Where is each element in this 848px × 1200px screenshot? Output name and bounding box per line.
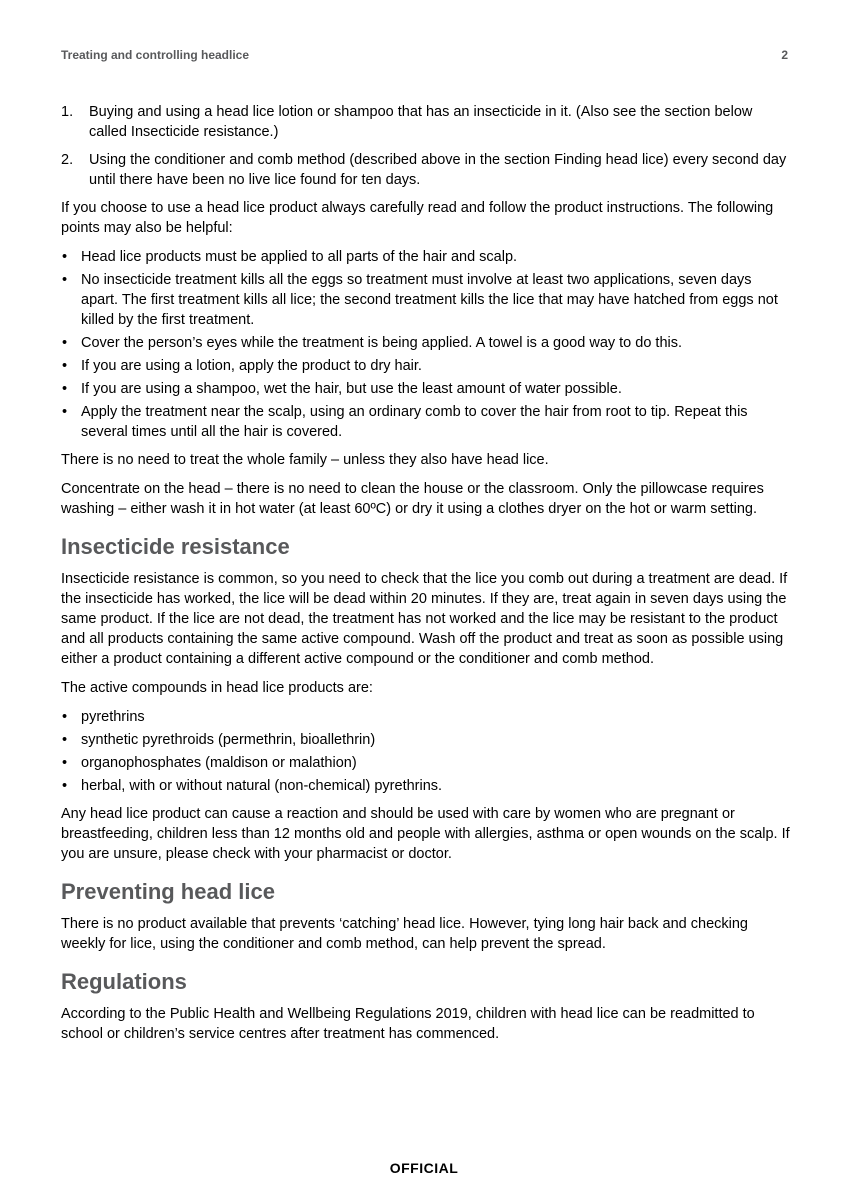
list-item <box>61 776 791 796</box>
insecticide-resistance-heading: Insecticide resistance <box>61 534 290 559</box>
list-item-text: synthetic pyrethroids (permethrin, bioallethrin) <box>81 732 376 748</box>
list-item <box>61 270 791 330</box>
list-item-text: Using the conditioner and comb method (described above in the section Finding head lice) every second day until there have been no live lice found for ten days. <box>89 152 787 188</box>
preventing-paragraph: There is no product available that prevents ‘catching’ head lice. However, tying long hair back and checking weekly for lice, using the conditioner and comb method, can help prevent the spread. <box>61 916 749 952</box>
list-item-text: Buying and using a head lice lotion or shampoo that has an insecticide in it. (Also see the section below called Insecticide resistance.) <box>89 104 753 140</box>
bullet-icon: • <box>62 249 68 265</box>
list-item <box>61 402 791 442</box>
list-item <box>61 707 791 727</box>
bullet-icon: • <box>62 335 68 351</box>
list-item <box>61 753 791 773</box>
list-item-text: pyrethrins <box>81 709 145 725</box>
list-item <box>61 102 791 142</box>
tips-list <box>61 247 791 442</box>
list-item-text: No insecticide treatment kills all the eggs so treatment must involve at least two applications, seven days apart. The first treatment kills all lice; the second treatment kills the lice that may have hatched from eggs not killed by the first treatment. <box>81 272 778 328</box>
family-paragraph: There is no need to treat the whole family – unless they also have head lice. <box>61 452 549 468</box>
bullet-icon: • <box>62 358 68 374</box>
intro-paragraph: If you choose to use a head lice product always carefully read and follow the product instructions. The following points may also be helpful: <box>61 200 774 236</box>
list-item <box>61 333 791 353</box>
caution-paragraph: Any head lice product can cause a reaction and should be used with care by women who are pregnant or breastfeeding, children less than 12 months old and people with allergies, asthma or open wounds on the scalp. If you are unsure, please check with your pharmacist or doctor. <box>61 806 790 862</box>
insecticide-resistance-paragraph: Insecticide resistance is common, so you need to check that the lice you comb out during a treatment are dead. If the insecticide has worked, the lice will be dead within 20 minutes. If they are, treat again in seven days using the same product. If the lice are not dead, the treatment has not worked and the lice may be resistant to the product and all products containing the same active compound. Wash off the product and treat as soon as possible using either a product containing a different active compound or the conditioner and comb method. <box>61 571 788 667</box>
list-item <box>61 730 791 750</box>
preventing-head-lice-heading: Preventing head lice <box>61 879 275 904</box>
regulations-paragraph: According to the Public Health and Wellbeing Regulations 2019, children with head lice can be readmitted to school or children’s service centres after treatment has commenced. <box>61 1006 755 1042</box>
bullet-icon: • <box>62 272 68 288</box>
list-item-text: If you are using a shampoo, wet the hair, but use the least amount of water possible. <box>81 381 622 397</box>
bullet-icon: • <box>62 381 68 397</box>
page-number: 2 <box>781 48 788 62</box>
regulations-heading: Regulations <box>61 969 187 994</box>
classification-footer: OFFICIAL <box>389 1160 459 1176</box>
list-item <box>61 150 791 190</box>
bullet-icon: • <box>62 404 68 420</box>
list-item-text: If you are using a lotion, apply the product to dry hair. <box>81 358 422 374</box>
list-number: 1. <box>61 104 74 120</box>
list-item-text: organophosphates (maldison or malathion) <box>81 755 357 771</box>
list-number: 2. <box>61 152 74 168</box>
document-body <box>61 102 791 1053</box>
list-item-text: Cover the person’s eyes while the treatment is being applied. A towel is a good way to do this. <box>81 335 683 351</box>
document-title: Treating and controlling headlice <box>61 48 250 62</box>
list-item <box>61 247 791 267</box>
page-header <box>61 48 788 62</box>
bullet-icon: • <box>62 755 68 771</box>
concentrate-paragraph: Concentrate on the head – there is no need to clean the house or the classroom. Only the pillowcase requires washing – either wash it in hot water (at least 60ºC) or dry it using a clothes dryer on the hot or warm setting. <box>61 481 764 517</box>
list-item <box>61 356 791 376</box>
bullet-icon: • <box>62 709 68 725</box>
bullet-icon: • <box>62 778 68 794</box>
compounds-list <box>61 707 791 796</box>
list-item <box>61 379 791 399</box>
treatment-options-list <box>61 102 791 190</box>
list-item-text: Head lice products must be applied to all parts of the hair and scalp. <box>81 249 518 265</box>
compounds-intro: The active compounds in head lice products are: <box>61 680 373 696</box>
bullet-icon: • <box>62 732 68 748</box>
list-item-text: herbal, with or without natural (non-chemical) pyrethrins. <box>81 778 443 794</box>
list-item-text: Apply the treatment near the scalp, using an ordinary comb to cover the hair from root to tip. Repeat this several times until all the hair is covered. <box>81 404 748 440</box>
